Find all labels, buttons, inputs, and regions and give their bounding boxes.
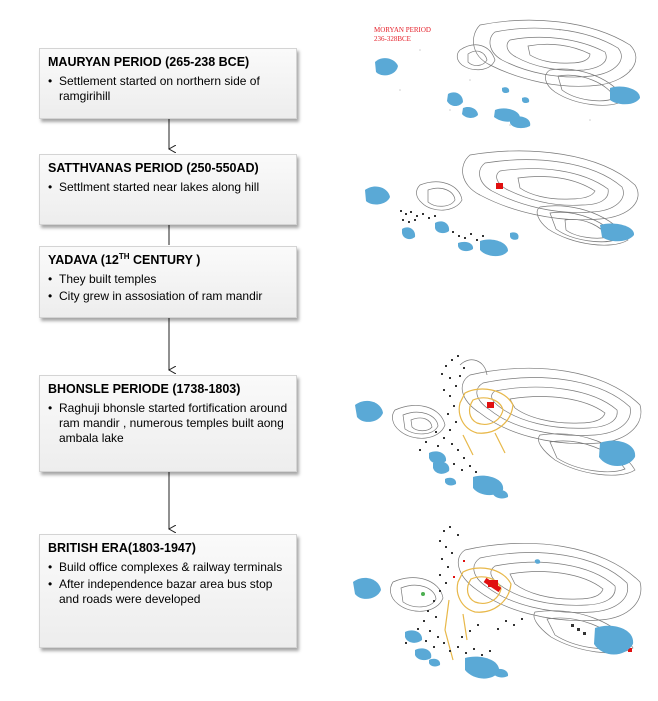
period-bullets [48,74,288,104]
period-box-satthvanas [39,154,297,225]
bullet-item: • Build office complexes & railway terminals [48,560,288,575]
temple-marker [487,402,494,408]
period-title: MAURYAN PERIOD (265-238 BCE) [48,55,250,69]
map-bhonsle [345,345,650,505]
map-bhonsle-graphic [345,345,650,505]
bullet-item: • Settlement started on northern side of ramgirihill [48,74,288,104]
period-bullets [48,272,288,304]
map-british [345,520,650,692]
map-satthvanas [360,145,650,270]
period-bullets [48,180,288,195]
period-title: SATTHVANAS PERIOD (250-550AD) [48,161,259,175]
period-title: YADAVA (12TH CENTURY ) [48,251,201,267]
bullet-item: • Raghuji bhonsle started fortification around ram mandir , numerous temples built aong ambala lake [48,401,288,446]
map-label-line1: MORYAN PERIOD [374,26,431,34]
map-mauryan [360,10,650,140]
bullet-item: • Settlment started near lakes along hill [48,180,288,195]
period-box-yadava [39,246,297,318]
period-bullets [48,560,288,607]
map-british-graphic [345,520,650,692]
period-bullets [48,401,288,446]
map-label-line2: 236-328BCE [374,35,411,43]
bullet-item: • City grew in assosiation of ram mandir [48,289,288,304]
lake [375,58,398,75]
period-box-bhonsle [39,375,297,472]
bullet-item: • After independence bazar area bus stop and roads were developed [48,577,288,607]
period-title: BRITISH ERA(1803-1947) [48,541,196,555]
map-satthvanas-graphic [360,145,650,270]
period-box-mauryan [39,48,297,119]
bullet-item: • They built temples [48,272,288,287]
period-title: BHONSLE PERIODE (1738-1803) [48,382,241,396]
period-box-british [39,534,297,648]
temple-marker [488,580,498,587]
temple-marker [496,183,503,189]
